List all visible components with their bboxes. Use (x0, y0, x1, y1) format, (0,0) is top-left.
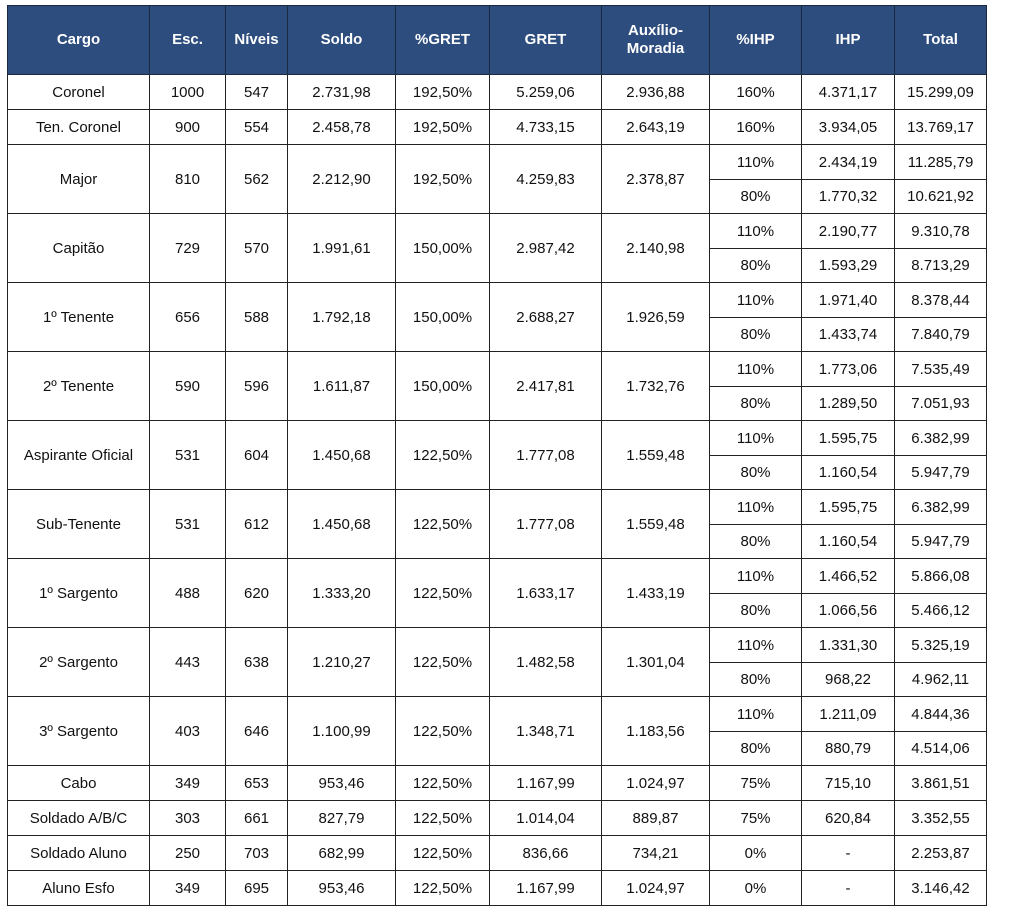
cell-pct-gret: 122,50% (396, 766, 490, 801)
cell-pct-ihp: 80% (710, 180, 802, 214)
cell-pct-ihp: 80% (710, 594, 802, 628)
cell-pct-ihp: 110% (710, 352, 802, 387)
cell-cargo: 1º Tenente (8, 283, 150, 352)
cell-soldo: 1.450,68 (288, 490, 396, 559)
cell-ihp: - (802, 836, 895, 871)
cell-gret: 1.167,99 (490, 766, 602, 801)
cell-pct-ihp: 160% (710, 75, 802, 110)
cell-pct-ihp: 0% (710, 871, 802, 906)
cell-gret: 1.014,04 (490, 801, 602, 836)
cell-total: 3.352,55 (895, 801, 987, 836)
cell-soldo: 1.450,68 (288, 421, 396, 490)
cell-esc: 443 (150, 628, 226, 697)
cell-auxilio-moradia: 1.433,19 (602, 559, 710, 628)
cell-total: 4.514,06 (895, 732, 987, 766)
cell-pct-ihp: 80% (710, 318, 802, 352)
cell-pct-gret: 192,50% (396, 75, 490, 110)
cell-esc: 403 (150, 697, 226, 766)
cell-esc: 531 (150, 421, 226, 490)
cell-esc: 488 (150, 559, 226, 628)
cell-auxilio-moradia: 2.936,88 (602, 75, 710, 110)
cell-ihp: 968,22 (802, 663, 895, 697)
cell-cargo: Soldado Aluno (8, 836, 150, 871)
cell-niveis: 554 (226, 110, 288, 145)
cell-pct-ihp: 80% (710, 456, 802, 490)
cell-auxilio-moradia: 2.140,98 (602, 214, 710, 283)
cell-cargo: Coronel (8, 75, 150, 110)
cell-esc: 349 (150, 871, 226, 906)
cell-soldo: 2.731,98 (288, 75, 396, 110)
cell-pct-ihp: 110% (710, 421, 802, 456)
cell-niveis: 703 (226, 836, 288, 871)
cell-cargo: Soldado A/B/C (8, 801, 150, 836)
table-row (8, 871, 987, 906)
cell-soldo: 1.100,99 (288, 697, 396, 766)
cell-pct-ihp: 80% (710, 732, 802, 766)
cell-soldo: 1.991,61 (288, 214, 396, 283)
cell-gret: 4.733,15 (490, 110, 602, 145)
cell-cargo: Sub-Tenente (8, 490, 150, 559)
cell-ihp: 1.770,32 (802, 180, 895, 214)
cell-pct-ihp: 110% (710, 628, 802, 663)
cell-soldo: 1.611,87 (288, 352, 396, 421)
cell-auxilio-moradia: 1.301,04 (602, 628, 710, 697)
cell-cargo: 2º Tenente (8, 352, 150, 421)
cell-niveis: 596 (226, 352, 288, 421)
table-row (8, 283, 987, 318)
cell-pct-ihp: 80% (710, 663, 802, 697)
cell-total: 7.051,93 (895, 387, 987, 421)
cell-ihp: 715,10 (802, 766, 895, 801)
cell-total: 13.769,17 (895, 110, 987, 145)
cell-ihp: 1.160,54 (802, 456, 895, 490)
cell-total: 4.962,11 (895, 663, 987, 697)
cell-niveis: 547 (226, 75, 288, 110)
cell-esc: 349 (150, 766, 226, 801)
cell-total: 11.285,79 (895, 145, 987, 180)
cell-pct-ihp: 75% (710, 801, 802, 836)
cell-ihp: 1.595,75 (802, 421, 895, 456)
cell-auxilio-moradia: 889,87 (602, 801, 710, 836)
cell-esc: 303 (150, 801, 226, 836)
cell-total: 7.840,79 (895, 318, 987, 352)
cell-gret: 2.688,27 (490, 283, 602, 352)
cell-ihp: 1.289,50 (802, 387, 895, 421)
cell-pct-ihp: 0% (710, 836, 802, 871)
cell-ihp: 2.190,77 (802, 214, 895, 249)
cell-ihp: 1.160,54 (802, 525, 895, 559)
cell-ihp: 880,79 (802, 732, 895, 766)
cell-niveis: 661 (226, 801, 288, 836)
cell-niveis: 562 (226, 145, 288, 214)
header-niveis: Níveis (226, 6, 288, 75)
cell-soldo: 953,46 (288, 871, 396, 906)
cell-auxilio-moradia: 2.378,87 (602, 145, 710, 214)
header-soldo: Soldo (288, 6, 396, 75)
cell-gret: 1.482,58 (490, 628, 602, 697)
cell-soldo: 1.333,20 (288, 559, 396, 628)
cell-ihp: 4.371,17 (802, 75, 895, 110)
table-row (8, 145, 987, 180)
cell-total: 6.382,99 (895, 421, 987, 456)
cell-auxilio-moradia: 1.559,48 (602, 490, 710, 559)
cell-ihp: 3.934,05 (802, 110, 895, 145)
cell-esc: 590 (150, 352, 226, 421)
cell-ihp: 620,84 (802, 801, 895, 836)
cell-pct-ihp: 110% (710, 490, 802, 525)
cell-ihp: 1.773,06 (802, 352, 895, 387)
cell-pct-ihp: 75% (710, 766, 802, 801)
cell-soldo: 2.458,78 (288, 110, 396, 145)
header-cargo: Cargo (8, 6, 150, 75)
cell-pct-ihp: 110% (710, 697, 802, 732)
cell-pct-ihp: 110% (710, 145, 802, 180)
cell-ihp: 2.434,19 (802, 145, 895, 180)
cell-ihp: 1.211,09 (802, 697, 895, 732)
cell-niveis: 612 (226, 490, 288, 559)
table-row (8, 836, 987, 871)
header-total: Total (895, 6, 987, 75)
cell-total: 6.382,99 (895, 490, 987, 525)
cell-total: 7.535,49 (895, 352, 987, 387)
cell-niveis: 653 (226, 766, 288, 801)
cell-total: 5.466,12 (895, 594, 987, 628)
table-wrapper (7, 5, 987, 906)
cell-pct-gret: 150,00% (396, 214, 490, 283)
cell-auxilio-moradia: 734,21 (602, 836, 710, 871)
cell-cargo: Ten. Coronel (8, 110, 150, 145)
cell-auxilio-moradia: 1.024,97 (602, 871, 710, 906)
cell-niveis: 570 (226, 214, 288, 283)
cell-cargo: 3º Sargento (8, 697, 150, 766)
cell-total: 5.947,79 (895, 525, 987, 559)
cell-pct-gret: 122,50% (396, 628, 490, 697)
cell-total: 15.299,09 (895, 75, 987, 110)
cell-pct-gret: 150,00% (396, 352, 490, 421)
table-row (8, 628, 987, 663)
table-row (8, 214, 987, 249)
cell-pct-gret: 122,50% (396, 559, 490, 628)
cell-ihp: 1.466,52 (802, 559, 895, 594)
cell-total: 5.325,19 (895, 628, 987, 663)
cell-total: 4.844,36 (895, 697, 987, 732)
cell-pct-gret: 122,50% (396, 801, 490, 836)
cell-auxilio-moradia: 1.559,48 (602, 421, 710, 490)
cell-niveis: 604 (226, 421, 288, 490)
cell-niveis: 646 (226, 697, 288, 766)
cell-niveis: 588 (226, 283, 288, 352)
cell-cargo: 1º Sargento (8, 559, 150, 628)
cell-total: 10.621,92 (895, 180, 987, 214)
cell-total: 5.866,08 (895, 559, 987, 594)
table-body (8, 75, 987, 906)
cell-soldo: 1.210,27 (288, 628, 396, 697)
cell-cargo: 2º Sargento (8, 628, 150, 697)
cell-soldo: 682,99 (288, 836, 396, 871)
cell-auxilio-moradia: 1.183,56 (602, 697, 710, 766)
salary-table (7, 5, 987, 906)
cell-pct-gret: 192,50% (396, 110, 490, 145)
cell-gret: 1.777,08 (490, 490, 602, 559)
cell-pct-ihp: 110% (710, 559, 802, 594)
cell-total: 2.253,87 (895, 836, 987, 871)
table-row (8, 421, 987, 456)
header-pct-gret: %GRET (396, 6, 490, 75)
cell-ihp: - (802, 871, 895, 906)
table-row (8, 352, 987, 387)
cell-gret: 2.417,81 (490, 352, 602, 421)
header-pct-ihp: %IHP (710, 6, 802, 75)
cell-ihp: 1.971,40 (802, 283, 895, 318)
cell-pct-gret: 150,00% (396, 283, 490, 352)
cell-pct-gret: 122,50% (396, 490, 490, 559)
cell-pct-gret: 122,50% (396, 421, 490, 490)
cell-ihp: 1.331,30 (802, 628, 895, 663)
header-ihp: IHP (802, 6, 895, 75)
cell-gret: 1.633,17 (490, 559, 602, 628)
cell-auxilio-moradia: 1.926,59 (602, 283, 710, 352)
cell-cargo: Aspirante Oficial (8, 421, 150, 490)
header-gret: GRET (490, 6, 602, 75)
cell-esc: 729 (150, 214, 226, 283)
cell-auxilio-moradia: 1.732,76 (602, 352, 710, 421)
table-row (8, 110, 987, 145)
cell-pct-ihp: 80% (710, 525, 802, 559)
cell-esc: 900 (150, 110, 226, 145)
table-row (8, 766, 987, 801)
cell-niveis: 620 (226, 559, 288, 628)
cell-pct-ihp: 160% (710, 110, 802, 145)
cell-cargo: Aluno Esfo (8, 871, 150, 906)
cell-soldo: 953,46 (288, 766, 396, 801)
cell-ihp: 1.433,74 (802, 318, 895, 352)
cell-total: 3.146,42 (895, 871, 987, 906)
cell-esc: 1000 (150, 75, 226, 110)
cell-cargo: Major (8, 145, 150, 214)
cell-cargo: Cabo (8, 766, 150, 801)
cell-ihp: 1.066,56 (802, 594, 895, 628)
cell-total: 8.378,44 (895, 283, 987, 318)
cell-esc: 656 (150, 283, 226, 352)
cell-auxilio-moradia: 2.643,19 (602, 110, 710, 145)
cell-total: 9.310,78 (895, 214, 987, 249)
table-row (8, 75, 987, 110)
cell-soldo: 1.792,18 (288, 283, 396, 352)
cell-pct-gret: 122,50% (396, 871, 490, 906)
cell-esc: 810 (150, 145, 226, 214)
cell-soldo: 2.212,90 (288, 145, 396, 214)
table-row (8, 697, 987, 732)
cell-gret: 2.987,42 (490, 214, 602, 283)
cell-pct-ihp: 110% (710, 214, 802, 249)
cell-pct-gret: 122,50% (396, 697, 490, 766)
table-row (8, 801, 987, 836)
header-auxilio-moradia: Auxílio- Moradia (602, 6, 710, 75)
cell-total: 3.861,51 (895, 766, 987, 801)
cell-gret: 1.777,08 (490, 421, 602, 490)
cell-ihp: 1.595,75 (802, 490, 895, 525)
cell-gret: 1.167,99 (490, 871, 602, 906)
cell-pct-ihp: 110% (710, 283, 802, 318)
cell-cargo: Capitão (8, 214, 150, 283)
cell-pct-gret: 122,50% (396, 836, 490, 871)
table-row (8, 490, 987, 525)
table-row (8, 559, 987, 594)
cell-niveis: 638 (226, 628, 288, 697)
cell-gret: 4.259,83 (490, 145, 602, 214)
cell-ihp: 1.593,29 (802, 249, 895, 283)
cell-gret: 1.348,71 (490, 697, 602, 766)
cell-auxilio-moradia: 1.024,97 (602, 766, 710, 801)
cell-total: 8.713,29 (895, 249, 987, 283)
cell-pct-ihp: 80% (710, 249, 802, 283)
cell-soldo: 827,79 (288, 801, 396, 836)
cell-gret: 836,66 (490, 836, 602, 871)
cell-niveis: 695 (226, 871, 288, 906)
cell-pct-gret: 192,50% (396, 145, 490, 214)
cell-esc: 531 (150, 490, 226, 559)
header-esc: Esc. (150, 6, 226, 75)
header-row (8, 6, 987, 75)
cell-total: 5.947,79 (895, 456, 987, 490)
cell-pct-ihp: 80% (710, 387, 802, 421)
cell-esc: 250 (150, 836, 226, 871)
cell-gret: 5.259,06 (490, 75, 602, 110)
